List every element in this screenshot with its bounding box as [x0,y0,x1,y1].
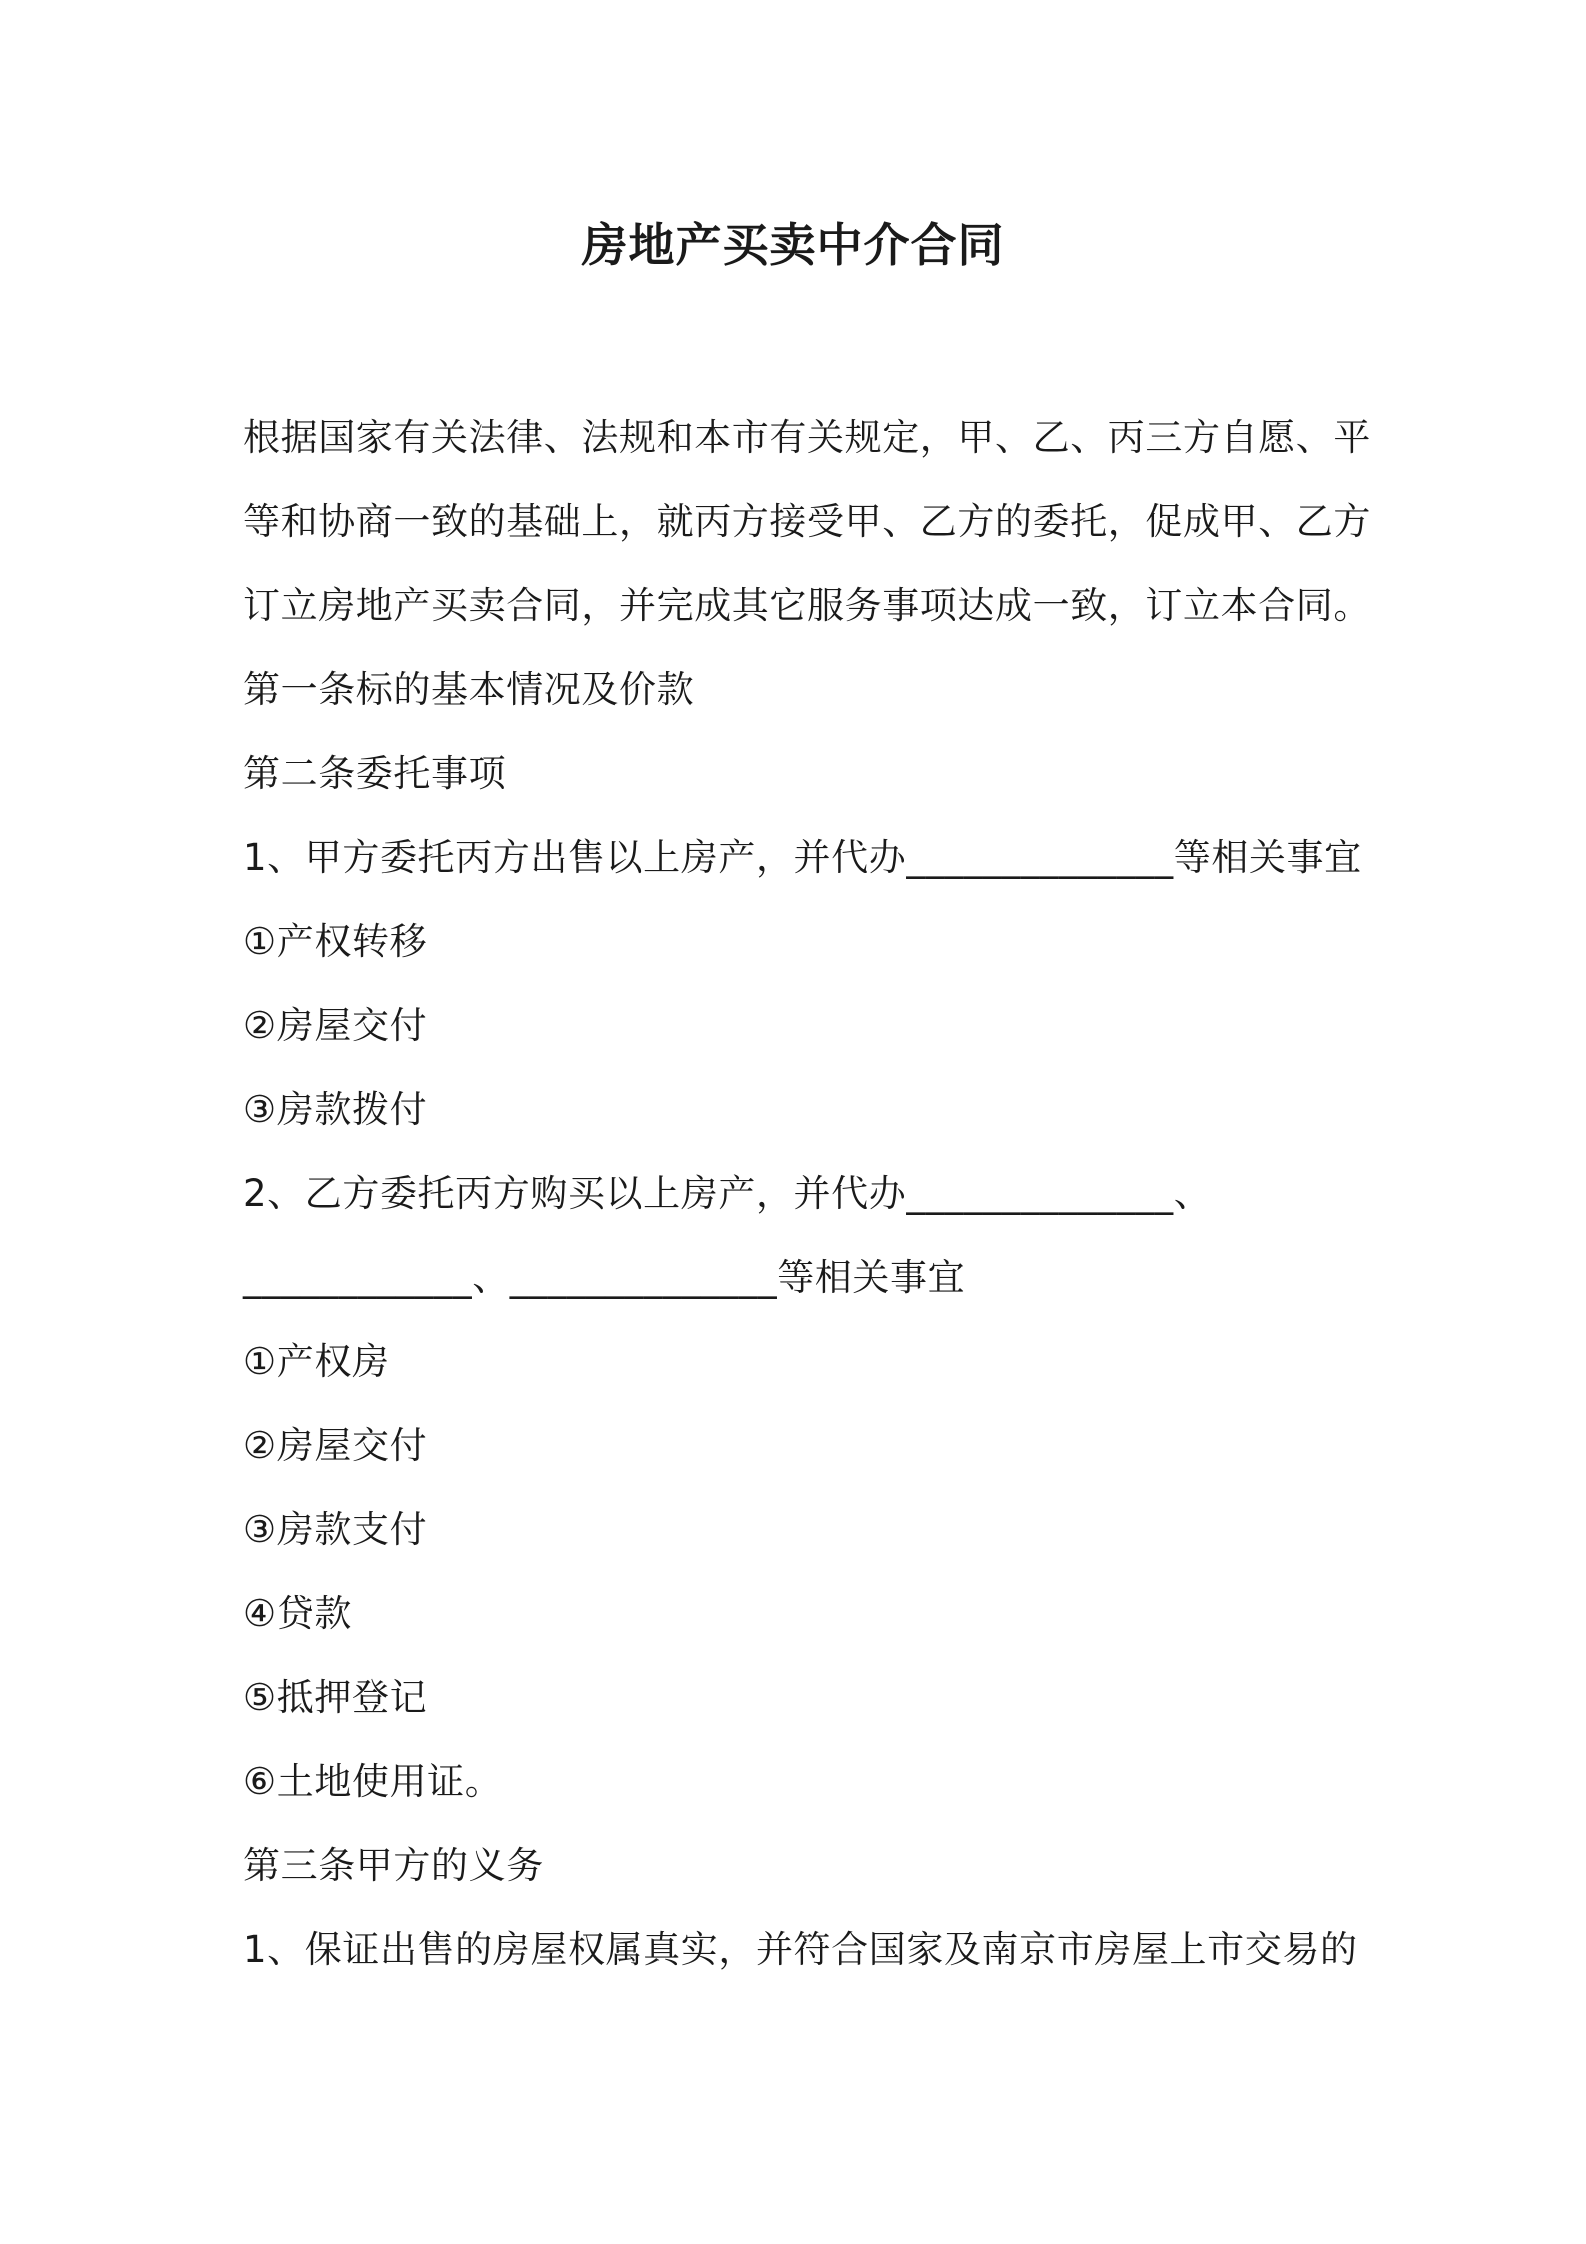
list-item: ①产权房 [243,1340,390,1383]
article-2-heading: 第二条委托事项 [243,752,507,795]
article-1-heading: 第一条标的基本情况及价款 [243,668,695,711]
list-item: ③房款拨付 [243,1088,428,1131]
intro-line-1: 根据国家有关法律、法规和本市有关规定，甲、乙、丙三方自愿、平 [243,416,1371,459]
article-3-heading: 第三条甲方的义务 [243,1844,544,1887]
article-2-item-2 [243,1152,1353,1320]
document-body [243,396,1371,1992]
article-3-item-1: 1、保证出售的房屋权属真实，并符合国家及南京市房屋上市交易的 [243,1928,1358,1971]
list-item: ⑥土地使用证。 [243,1760,503,1803]
document-title: 房地产买卖中介合同 [581,218,1005,272]
list-item: ②房屋交付 [243,1004,428,1047]
intro-paragraph [243,396,1371,648]
intro-line-3: 订立房地产买卖合同，并完成其它服务事项达成一致，订立本合同。 [243,584,1371,627]
list-item: ②房屋交付 [243,1424,428,1467]
article-2-item-1: 1、甲方委托丙方出售以上房产，并代办______________等相关事宜 [243,836,1362,879]
item-2-line-1: 2、乙方委托丙方购买以上房产，并代办______________、 [243,1172,1212,1215]
list-item: ④贷款 [243,1592,352,1635]
list-item: ⑤抵押登记 [243,1676,428,1719]
list-item: ③房款支付 [243,1508,428,1551]
intro-line-2: 等和协商一致的基础上，就丙方接受甲、乙方的委托，促成甲、乙方 [243,500,1371,543]
list-item: ①产权转移 [243,920,428,963]
item-2-line-2: ____________、______________等相关事宜 [243,1256,966,1299]
